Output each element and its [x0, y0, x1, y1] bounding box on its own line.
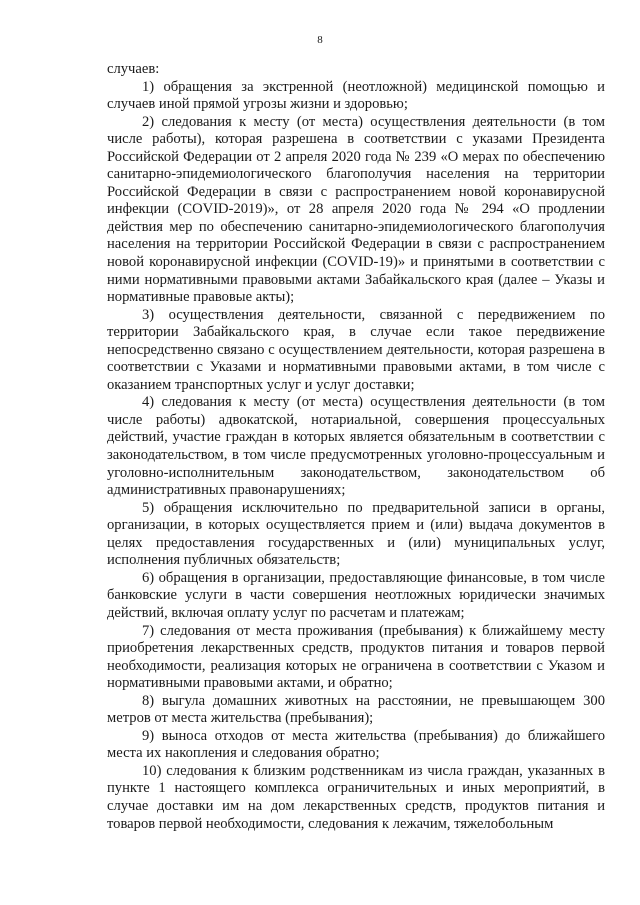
list-item: 9) выноса отходов от места жительства (пребывания) до ближайшего места их накопления и следования обратно;: [107, 727, 605, 762]
opening-text: случаев:: [107, 61, 160, 77]
list-item: 8) выгула домашних животных на расстоянии, не превышающем 300 метров от места жительства (пребывания);: [107, 692, 605, 727]
list-item: 4) следования к месту (от места) осуществления деятельности (в том числе работы) адвокатской, нотариальной, совершения процессуальных действий, участие граждан в которых является обязательным в соответствии с законодательством, в том числе предусмотренных уголовно-процессуальным и уголовно-исполнительным законодательством, законодательством об административных правонарушениях;: [107, 394, 605, 499]
list-item: 1) обращения за экстренной (неотложной) медицинской помощью и случаев иной прямой угрозы жизни и здоровью;: [107, 78, 605, 113]
list-item: 10) следования к близким родственникам из числа граждан, указанных в пункте 1 настоящего комплекса ограничительных и иных мероприятий, в случае доставки им на дом лекарственных средств, продуктов питания и товаров первой необходимости, следования к лежачим, тяжелобольным: [107, 762, 605, 832]
list-item: 5) обращения исключительно по предварительной записи в органы, организации, в которых осуществляется прием и (или) выдача документов в целях предоставления государственных и (или) муниципальных услуг, исполнения публичных обязательств;: [107, 499, 605, 569]
document-body: [107, 61, 605, 833]
list-item: 6) обращения в организации, предоставляющие финансовые, в том числе банковские услуги в части совершения неотложных юридически значимых действий, включая оплату услуг по расчетам и платежам;: [107, 569, 605, 621]
list-item: 2) следования к месту (от места) осуществления деятельности (в том числе работы), которая разрешена в соответствии с указами Президента Российской Федерации от 2 апреля 2020 года № 239 «О мерах по обеспечению санитарно-эпидемиологического благополучия населения на территории Российской Федерации в связи с распространением новой коронавирусной инфекции (COVID-2019)», от 28 апреля 2020 года № 294 «О продлении действия мер по обеспечению санитарно-эпидемиологического благополучия населения на территории Российской Федерации в связи с распространением новой коронавирусной инфекции (COVID-19)» и принятыми в соответствии с ними нормативными правовыми актами Забайкальского края (далее – Указы и нормативные правовые акты);: [107, 113, 605, 306]
page-number: 8: [317, 34, 323, 46]
list-item: 3) осуществления деятельности, связанной с передвижением по территории Забайкальского края, в случае если такое передвижение непосредственно связано с осуществлением деятельности, которая разрешена в соответствии с Указами и нормативными правовыми актами, в том числе с оказанием транспортных услуг и услуг доставки;: [107, 306, 605, 393]
list-item: 7) следования от места проживания (пребывания) к ближайшему месту приобретения лекарственных средств, продуктов питания и товаров первой необходимости, реализация которых не ограничена в соответствии с Указом и нормативными правовыми актами, и обратно;: [107, 622, 605, 692]
